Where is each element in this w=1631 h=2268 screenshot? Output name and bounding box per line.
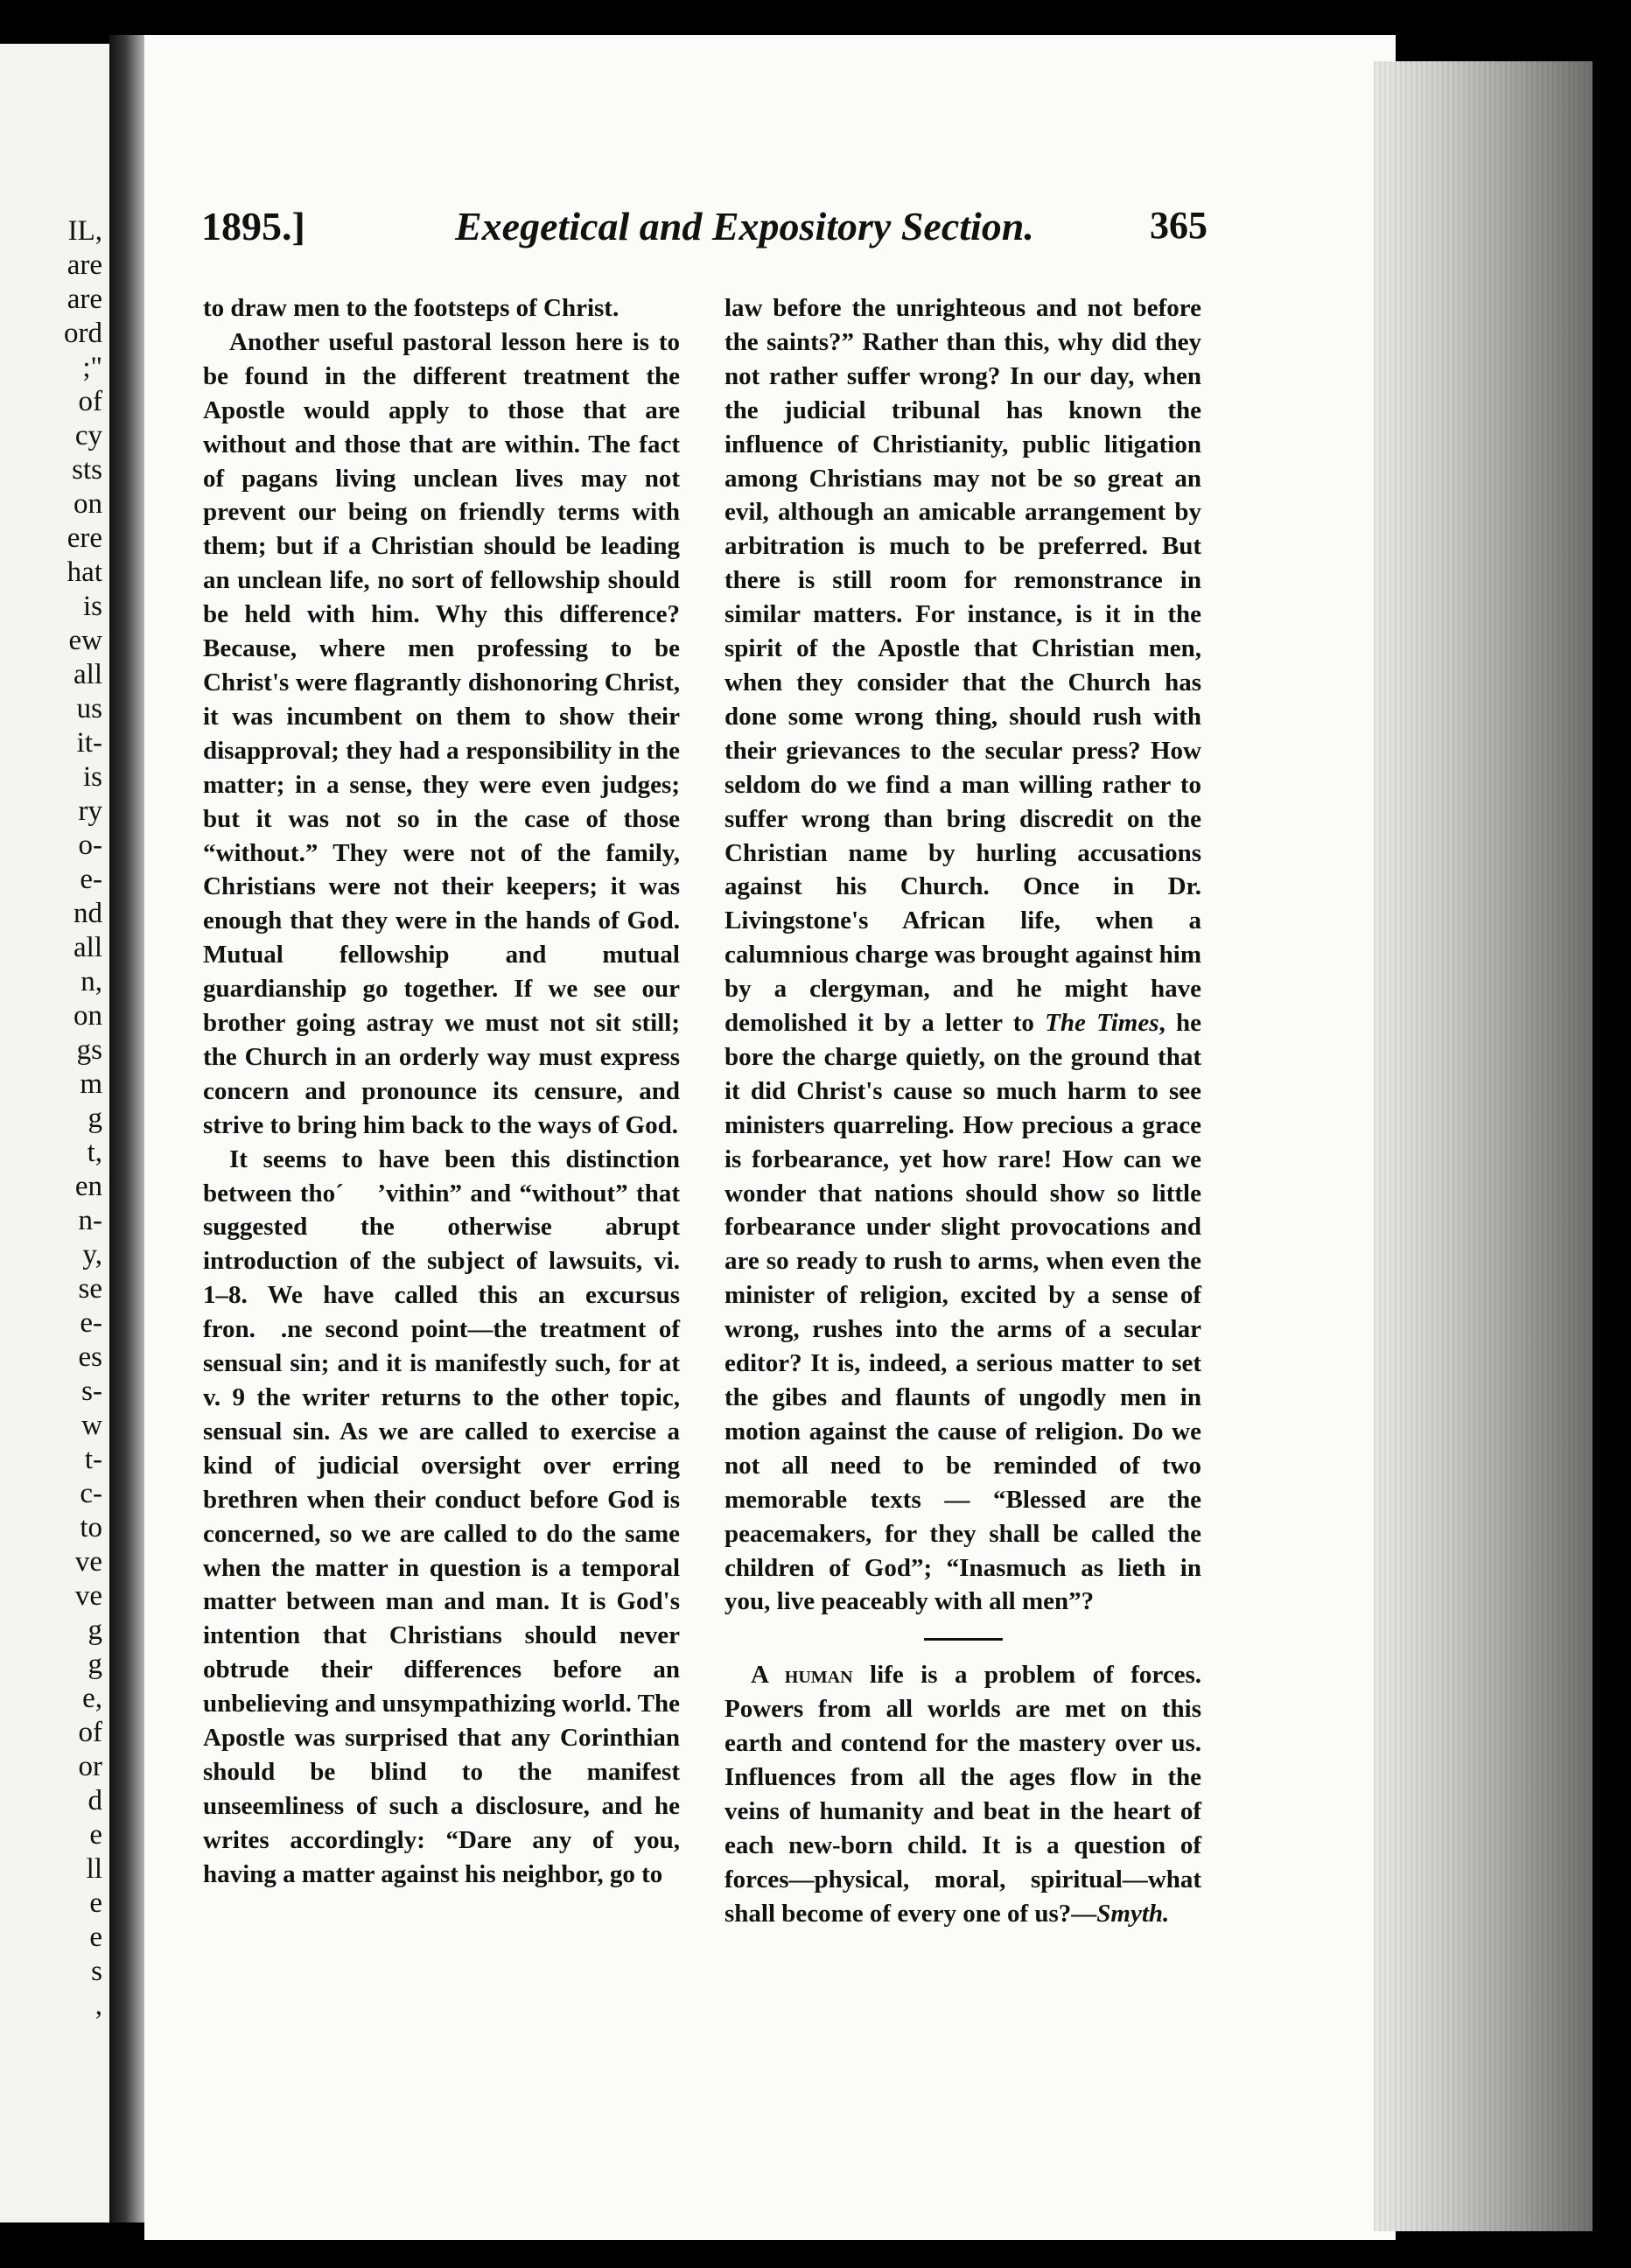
previous-page-line-fragment: e [89,1887,102,1919]
previous-page-line-fragment: en [74,1171,102,1202]
previous-page-line-fragment: g [88,1614,102,1646]
previous-page-fragment [0,44,112,2222]
previous-page-line-fragment: of [78,1717,102,1748]
paragraph-text: life is a problem of forces. Powers from all worlds are met on this earth and contend for the mastery over us. Influences from all the ages flow in the veins of humanity and beat in the heart of each new-born child. It is a question of forces—physical, moral, spiritual—what shall become of every one of us?— [724,1661,1201,1928]
previous-page-line-fragment: c- [80,1478,102,1509]
previous-page-line-fragment: of [78,386,102,417]
previous-page-line-fragment: ;" [82,352,102,383]
page-number: 365 [1150,204,1208,247]
previous-page-line-fragment: hat [66,556,102,588]
previous-page-line-fragment: cy [74,420,102,452]
running-head [201,203,1208,256]
paragraph [724,1658,1201,1930]
previous-page-line-fragment: to [80,1512,102,1544]
page-edges [1374,61,1592,2231]
previous-page-line-fragment: all [74,932,102,963]
paragraph: It seems to have been this distinction between tho´ ʼvithin” and “without” that suggested the otherwise abrupt introduction of the subject of lawsuits, vi. 1–8. We have called this an excursus fron. .ne second point—the treatment of sensual sin; and it is manifestly such, for at v. 9 the writer returns to the other topic, sensual sin. As we are called to exercise a kind of judicial oversight over erring brethren when their conduct before God is concerned, so we are called to do the same when the matter in question is a temporal matter between man and man. It is God's intention that Christians should never obtrude their differences before an unbelieving and unsympathizing world. The Apostle was surprised that any Corinthian should be blind to the manifest unseemliness of such a disclosure, and he writes accordingly: “Dare any of you, having a matter against his neighbor, go to [203,1144,680,1888]
previous-page-line-fragment: on [74,1000,102,1032]
previous-page-line-fragment: gs [76,1034,102,1066]
previous-page-line-fragment: w [81,1410,102,1441]
previous-page-line-fragment: g [88,1648,102,1680]
paragraph: to draw men to the footsteps of Christ. [203,294,620,322]
previous-page-line-fragment: t- [84,1444,102,1475]
previous-page-line-fragment: e- [80,1307,102,1339]
lead-words: A human [751,1661,853,1690]
previous-page-line-fragment: s- [81,1376,102,1407]
previous-page-line-fragment: ew [68,625,102,656]
previous-page-line-fragment: or [78,1751,102,1782]
previous-page-line-fragment: ord [64,318,102,349]
previous-page-line-fragment: ere [66,522,102,554]
previous-page-line-fragment: t, [87,1137,102,1168]
previous-page-line-fragment: d [88,1785,102,1816]
previous-page-line-fragment: y, [82,1239,102,1270]
previous-page-line-fragment: e [89,1819,102,1851]
previous-page-line-fragment: m [80,1068,102,1100]
previous-page-line-fragment: e- [80,864,102,895]
paragraph-text: , he bore the charge quietly, on the ground that it did Christ's cause so much harm to see ministers quarreling. How precious a grace is forbearance, yet how rare! How can we wonder that nations should show so little forbearance under slight provocations and are so ready to rush to arms, when even the minister of religion, excited by a sense of wrong, rushes into the arms of a secular editor? It is, indeed, a serious matter to set the gibes and flaunts of ungodly men in motion against the cause of religion. Do we not all need to be reminded of two memorable texts — “Blessed are the peacemakers, for they shall be called the children of God”; “Inasmuch as lieth in you, live peaceably with all men”? [724,1009,1201,1616]
previous-page-line-fragment: s [91,1956,102,1987]
previous-page-line-fragment: is [82,591,102,622]
paragraph: Another useful pastoral lesson here is to be found in the different treatment the Apostle would apply to those that are without and those that are within. The fact of pagans living unclean lives may not prevent our being on friendly terms with them; but if a Christian should be leading an unclean life, no sort of fellowship should be held with him. Why this difference? Because, where men professing to be Christ's were flagrantly dishonoring Christ, it was incumbent on them to show their disapproval; they had a responsibility in the matter; in a sense, they were even judges; but it was not so in the case of those “without.” They were not of the family, Christians were not their keepers; it was enough that they were in the hands of God. Mutual fellowship and mutual guardianship go together. If we see our brother going astray we must not sit still; the Church in an orderly way must express concern and pronounce its censure, and strive to bring him back to the ways of God. [203,327,680,1139]
previous-page-line-fragment: are [66,249,102,281]
paragraph-text: law before the unrighteous and not before the saints?” Rather than this, why did they not rather suffer wrong? In our day, when the judicial tribunal has known the influence of Christianity, public litigation among Christians may not be so great an evil, although an amicable arrangement by arbitration is much to be preferred. But there is still room for remonstrance in similar matters. For instance, is it in the spirit of the Apostle that Christian men, when they consider that the Church has done some wrong thing, should rush with their grievances to the secular press? How seldom do we find a man willing rather to suffer wrong than bring discredit on the Christian name by hurling accusations against his Church. Once in Dr. Livingstone's African life, when a calumnious charge was brought against him by a clergyman, and he might have demolished it by a letter to [724,294,1201,1038]
previous-page-line-fragment: IL, [67,215,102,247]
previous-page-line-fragment: e, [82,1683,102,1714]
attribution: Smyth. [1096,1899,1170,1928]
previous-page-line-fragment: on [74,488,102,520]
running-head-title: Exegetical and Expository Section. [455,204,1034,248]
previous-page-line-fragment: ll [86,1853,102,1885]
running-head-year: 1895.] [201,204,305,248]
previous-page-line-fragment: n, [80,966,102,998]
previous-page-line-fragment: is [82,761,102,793]
previous-page-line-fragment: es [78,1341,102,1373]
previous-page-line-fragment: ry [78,795,102,827]
previous-page-line-fragment: us [76,693,102,724]
left-column [203,291,680,1892]
previous-page-line-fragment: all [74,659,102,690]
previous-page-line-fragment: , [94,1990,102,2021]
previous-page-line-fragment: o- [78,830,102,861]
paragraph [724,291,1201,1619]
previous-page-line-fragment: e [89,1922,102,1953]
previous-page-line-fragment: sts [72,454,102,486]
previous-page-line-fragment: n- [78,1205,102,1236]
previous-page-line-fragment: are [66,284,102,315]
previous-page-line-fragment: se [78,1273,102,1305]
book-gutter [109,35,149,2222]
previous-page-line-fragment: g [88,1102,102,1134]
previous-page-line-fragment: it- [76,727,102,759]
newspaper-title: The Times [1045,1009,1159,1038]
previous-page-line-fragment: ve [74,1546,102,1578]
right-column [724,291,1201,1931]
section-divider [924,1638,1003,1641]
previous-page-line-fragment: nd [74,898,102,929]
previous-page-line-fragment: ve [74,1580,102,1612]
